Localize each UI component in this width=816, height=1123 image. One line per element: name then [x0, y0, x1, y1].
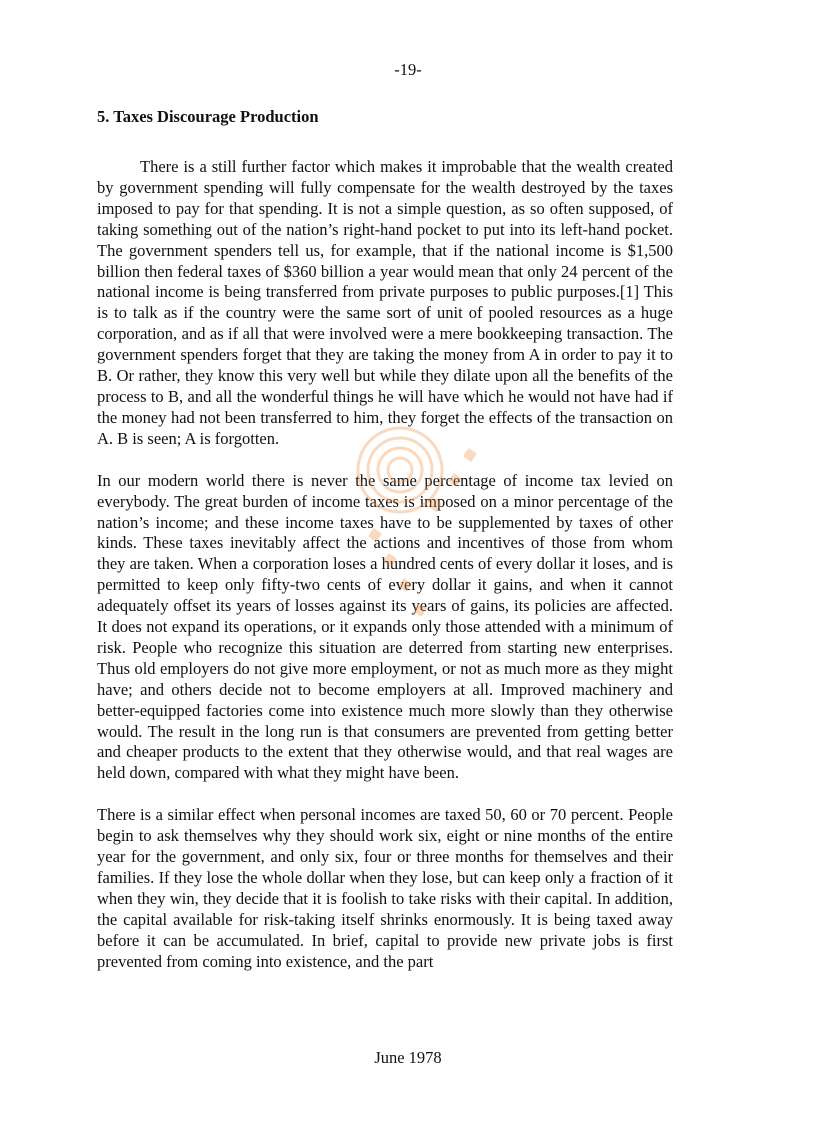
- paragraph-3: There is a similar effect when personal incomes are taxed 50, 60 or 70 percent. People begin to ask themselves why they should work six, eight or nine months of the entire year for the government, and only six, four or three months for themselves and their families. If they lose the whole dollar when they lose, but can keep only a fraction of it when they win, they decide that it is foolish to take risks with their capital. In addition, the capital available for risk-taking itself shrinks enormously. It is being taxed away before it can be accumulated. In brief, capital to provide new private jobs is first prevented from coming into existence, and the part: [97, 805, 673, 971]
- paragraph-2: In our modern world there is never the same percentage of income tax levied on everybody. The great burden of income taxes is imposed on a minor percentage of the nation’s income; and these income taxes have to be supplemented by taxes of other kinds. These taxes inevitably affect the actions and incentives of those from whom they are taken. When a corporation loses a hundred cents of every dollar it loses, and is permitted to keep only fifty-two cents of every dollar it gains, and when it cannot adequately offset its years of losses against its years of gains, its policies are affected. It does not expand its operations, or it expands only those attended with a minimum of risk. People who recognize this situation are deterred from starting new enterprises. Thus old employers do not give more employment, or not as much more as they might have; and others decide not to become employers at all. Improved machinery and better-equipped factories come into existence much more slowly than they otherwise would. The result in the long run is that consumers are prevented from getting better and cheaper products to the extent that they otherwise would, and that real wages are held down, compared with what they might have been.: [97, 470, 673, 783]
- section-heading: 5. Taxes Discourage Production: [97, 107, 319, 126]
- page-footer: June 1978: [374, 1048, 442, 1067]
- paragraph-1: There is a still further factor which makes it improbable that the wealth created by government spending will fully compensate for the wealth destroyed by the taxes imposed to pay for that spending. It is not a simple question, as so often supposed, of taking something out of the nation’s right-hand pocket to put into its left-hand pocket. The government spenders tell us, for example, that if the national income is $1,500 billion then federal taxes of $360 billion a year would mean that only 24 percent of the national income is being transferred from private purposes to public purposes.[1] This is to talk as if the country were the same sort of unit of pooled resources as a huge corporation, and as if all that were involved were a mere bookkeeping transaction. The government spenders forget that they are taking the money from A in order to pay it to B. Or rather, they know this very well but while they dilate upon all the benefits of the process to B, and all the wonderful things he will have which he would not have had if the money had not been transferred to him, they forget the effects of the transaction on A. B is seen; A is forgotten.: [97, 157, 673, 448]
- document-body: [97, 107, 673, 994]
- page-number: -19-: [394, 60, 422, 79]
